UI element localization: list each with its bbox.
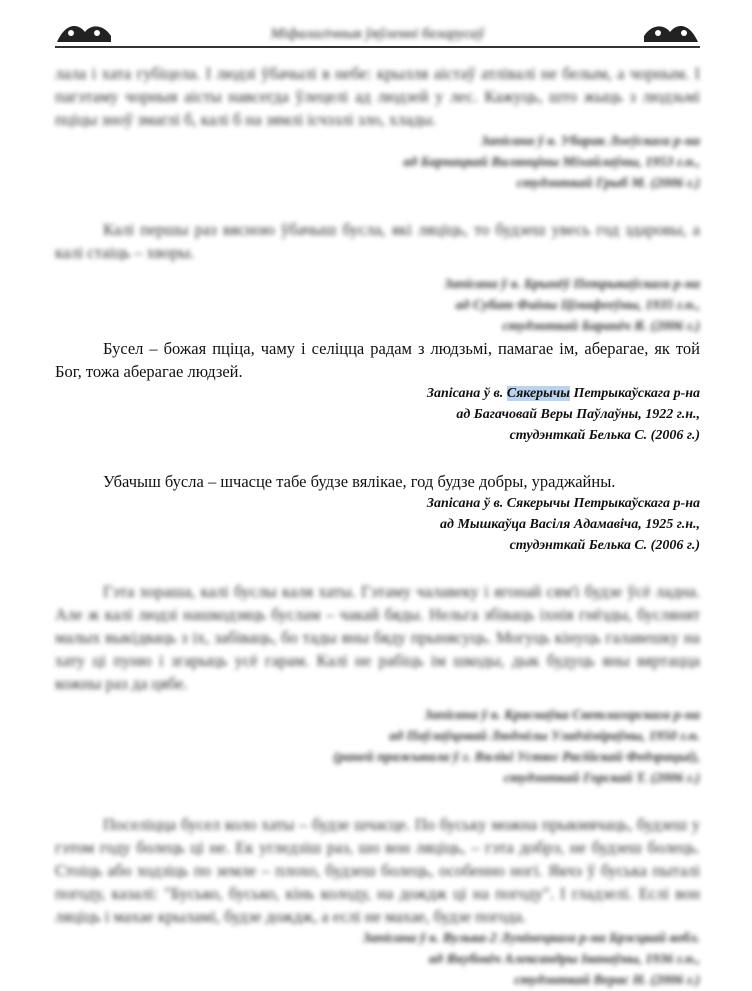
entry-text: Бусел – божая пціца, чаму і селіцца радам з людзьмі, памагае ім, аберагае, як той Бог, тожа аберагае людзей. — [55, 339, 700, 381]
source-line: ад Субат Фаіны Цімафееўны, 1935 г.н., — [455, 298, 700, 313]
document-body — [55, 62, 700, 991]
page-header — [55, 20, 700, 50]
entry-block — [55, 218, 700, 337]
source-line: студэнткай Бараніч Я. (2006 г.) — [502, 319, 700, 334]
entry-block — [55, 580, 700, 789]
header-title: Міфалагічныя ўяўленні беларусаў — [270, 26, 485, 42]
source-line: ад Барнацкай Валянціны Міхайлаўны, 1953 г.н., — [403, 155, 700, 170]
source-line: ад Якубовіч Александры Іванаўны, 1936 г.н., — [428, 952, 700, 967]
source-line: студэнткай Верас Н. (2006 г.) — [514, 973, 700, 988]
source-line: студэнткай Грыб М. (2006 г.) — [516, 176, 700, 191]
source-line: ад Багачовай Веры Паўлаўны, 1922 г.н., — [456, 407, 700, 422]
entry-block — [55, 813, 700, 991]
ornament-right-icon — [642, 20, 700, 44]
source-line: Запісана ў в. Вулька-2 Лунінецкага р-на Брэсцкай вобл. — [362, 931, 700, 946]
source-line: Запісана ў в. Сякерычы Петрыкаўскага р-на — [426, 496, 700, 511]
source-suffix: Петрыкаўскага р-на — [569, 386, 700, 401]
source-line — [55, 383, 700, 404]
source-line: Запісана ў в. Убарак Лоеўскага р-на — [480, 134, 700, 149]
source-line: Запісана ў в. Брынёў Петрыкаўскага р-на — [444, 277, 700, 292]
entry-block — [55, 470, 700, 556]
entry-text: Убачыш бусла – шчасце табе будзе вялікае, год будзе добры, ураджайны. — [103, 472, 616, 491]
source-line: ад Паўлаўцовай Людмілы Уладзіміраўны, 1950 г.н. — [389, 729, 700, 744]
source-line: (раней пражывала ў г. Вялікі Устюг Расійскай Федэрацыі), — [333, 750, 700, 765]
entry-text: лала і хата губіцела. І людзі ўбачылі в небе: крылля аістаў атлівалі не белым, а чорным. І пагэтаму чорныя аісты навсегда ўлецелі ад людзей у лес. Кажуць, што жыць з людзьмі пціцы зноў змаглі б, калі б на зямлі ісчэзлі зло, хлады. — [55, 64, 700, 129]
header-rule — [55, 46, 700, 48]
entry-text: Калі першы раз вясною ўбачыш бусла, які ляціць, то будзеш увесь год здаровы, а калі стаіць – хворы. — [55, 220, 700, 262]
entry-block — [55, 62, 700, 194]
source-line: студэнткай Белька С. (2006 г.) — [509, 538, 700, 553]
source-prefix: Запісана ў в. — [426, 386, 507, 401]
source-line: ад Мышкаўца Васіля Адамавіча, 1925 г.н., — [440, 517, 700, 532]
selected-text-highlight[interactable]: Сякерычы — [506, 386, 570, 401]
entry-block — [55, 337, 700, 446]
source-line: студэнткай Белька С. (2006 г.) — [509, 428, 700, 443]
source-line: Запісана ў в. Краснаўка Светлагорскага р-на — [424, 708, 700, 723]
entry-text: Поселіцца бусел коло хаты – будзе шчасце. По буську можна прыкмячаць, будзеш у гэтом году болець ці не. Ек угледзіш раз, шо вон ляціць, – гэта добрэ, не будзеш болець. Стоіць або ходзіць по земле – плохо, будзеш болець, особенно ногі. Якчэ ў буська пыталі погоду, казалі: "Бусько, бусько, кінь колоду, на дождж ці на погоду". І гладзелі. Еслі вон ляціць і махае крыламі, будзе дождж, а еслі не махае, будзе погода. — [55, 815, 700, 926]
source-line: студэнткай Горскай Т. (2006 г.) — [503, 771, 700, 786]
entry-text: Гэта хораша, калі буслы каля хаты. Гэтаму чалавеку і ягонай сям'і будзе ўсё ладна. Але ж калі людзі нашкодзяць буслам – чакай бяды. Нельга збіваць іхнія гнёзды, буслянят малых выкідваць з іх, забіваць, бо тады яны бяду прынясуць. Могуць кінуць галавешку на хату ці пуню і згарыць усё гарам. Калі не рабіць ім шкоды, дык будуць яны вяртацца кожны раз да цябе. — [55, 582, 700, 693]
